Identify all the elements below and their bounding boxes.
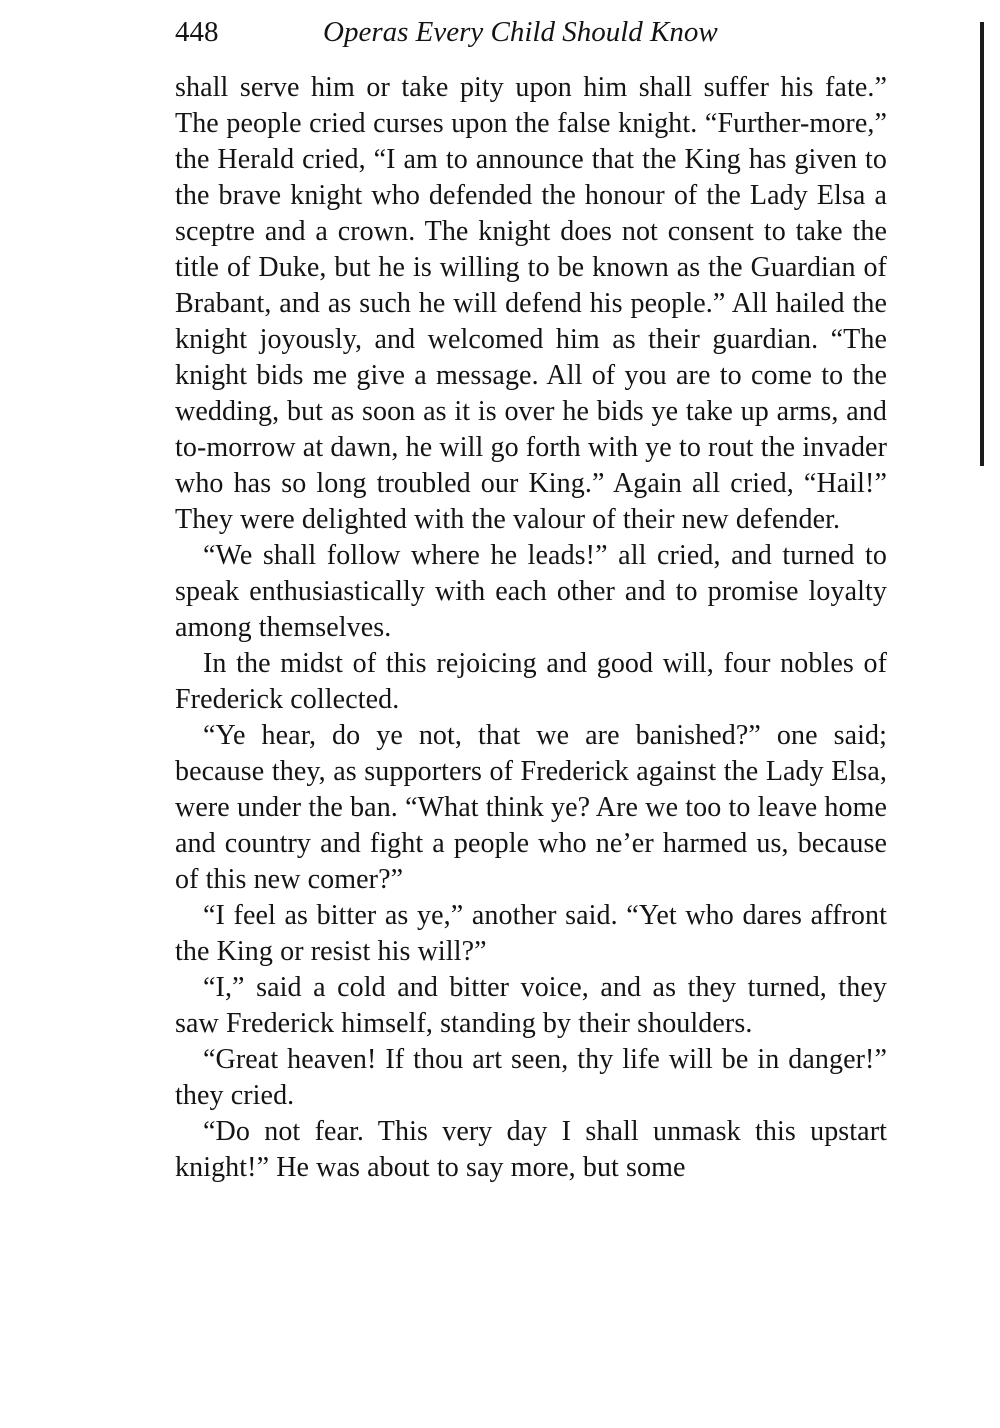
paragraph: In the midst of this rejoicing and good will, four nobles of Frederick collected. xyxy=(175,648,887,715)
paragraph: “I,” said a cold and bitter voice, and as they turned, they saw Frederick himself, standing by their shoulders. xyxy=(175,972,887,1039)
paragraph: shall serve him or take pity upon him shall suffer his fate.” The people cried curses upon the false knight. “Further-more,” the Herald cried, “I am to announce that the King has given to the brave knight who defended the honour of the Lady Elsa a sceptre and a crown. The knight does not consent to take the title of Duke, but he is willing to be known as the Guardian of Brabant, and as such he will defend his people.” All hailed the knight joyously, and welcomed him as their guardian. “The knight bids me give a message. All of you are to come to the wedding, but as soon as it is over he bids ye take up arms, and to-morrow at dawn, he will go forth with ye to rout the invader who has so long troubled our King.” Again all cried, “Hail!” They were delighted with the valour of their new defender. xyxy=(175,72,887,535)
paragraph: “Do not fear. This very day I shall unmask this upstart knight!” He was about to say more, but some xyxy=(175,1116,887,1183)
paragraph: “Great heaven! If thou art seen, thy life will be in danger!” they cried. xyxy=(175,1044,887,1111)
paragraph: “We shall follow where he leads!” all cried, and turned to speak enthusiastically with each other and to promise loyalty among themselves. xyxy=(175,540,887,643)
body-text xyxy=(175,70,887,1186)
scan-edge-rule xyxy=(980,22,984,466)
page-header xyxy=(175,12,895,52)
paragraph: “I feel as bitter as ye,” another said. “Yet who dares affront the King or resist his will?” xyxy=(175,900,887,967)
page-number: 448 xyxy=(175,16,219,48)
paragraph: “Ye hear, do ye not, that we are banished?” one said; because they, as supporters of Frederick against the Lady Elsa, were under the ban. “What think ye? Are we too to leave home and country and fight a people who ne’er harmed us, because of this new comer?” xyxy=(175,720,887,895)
running-title: Operas Every Child Should Know xyxy=(323,16,718,48)
